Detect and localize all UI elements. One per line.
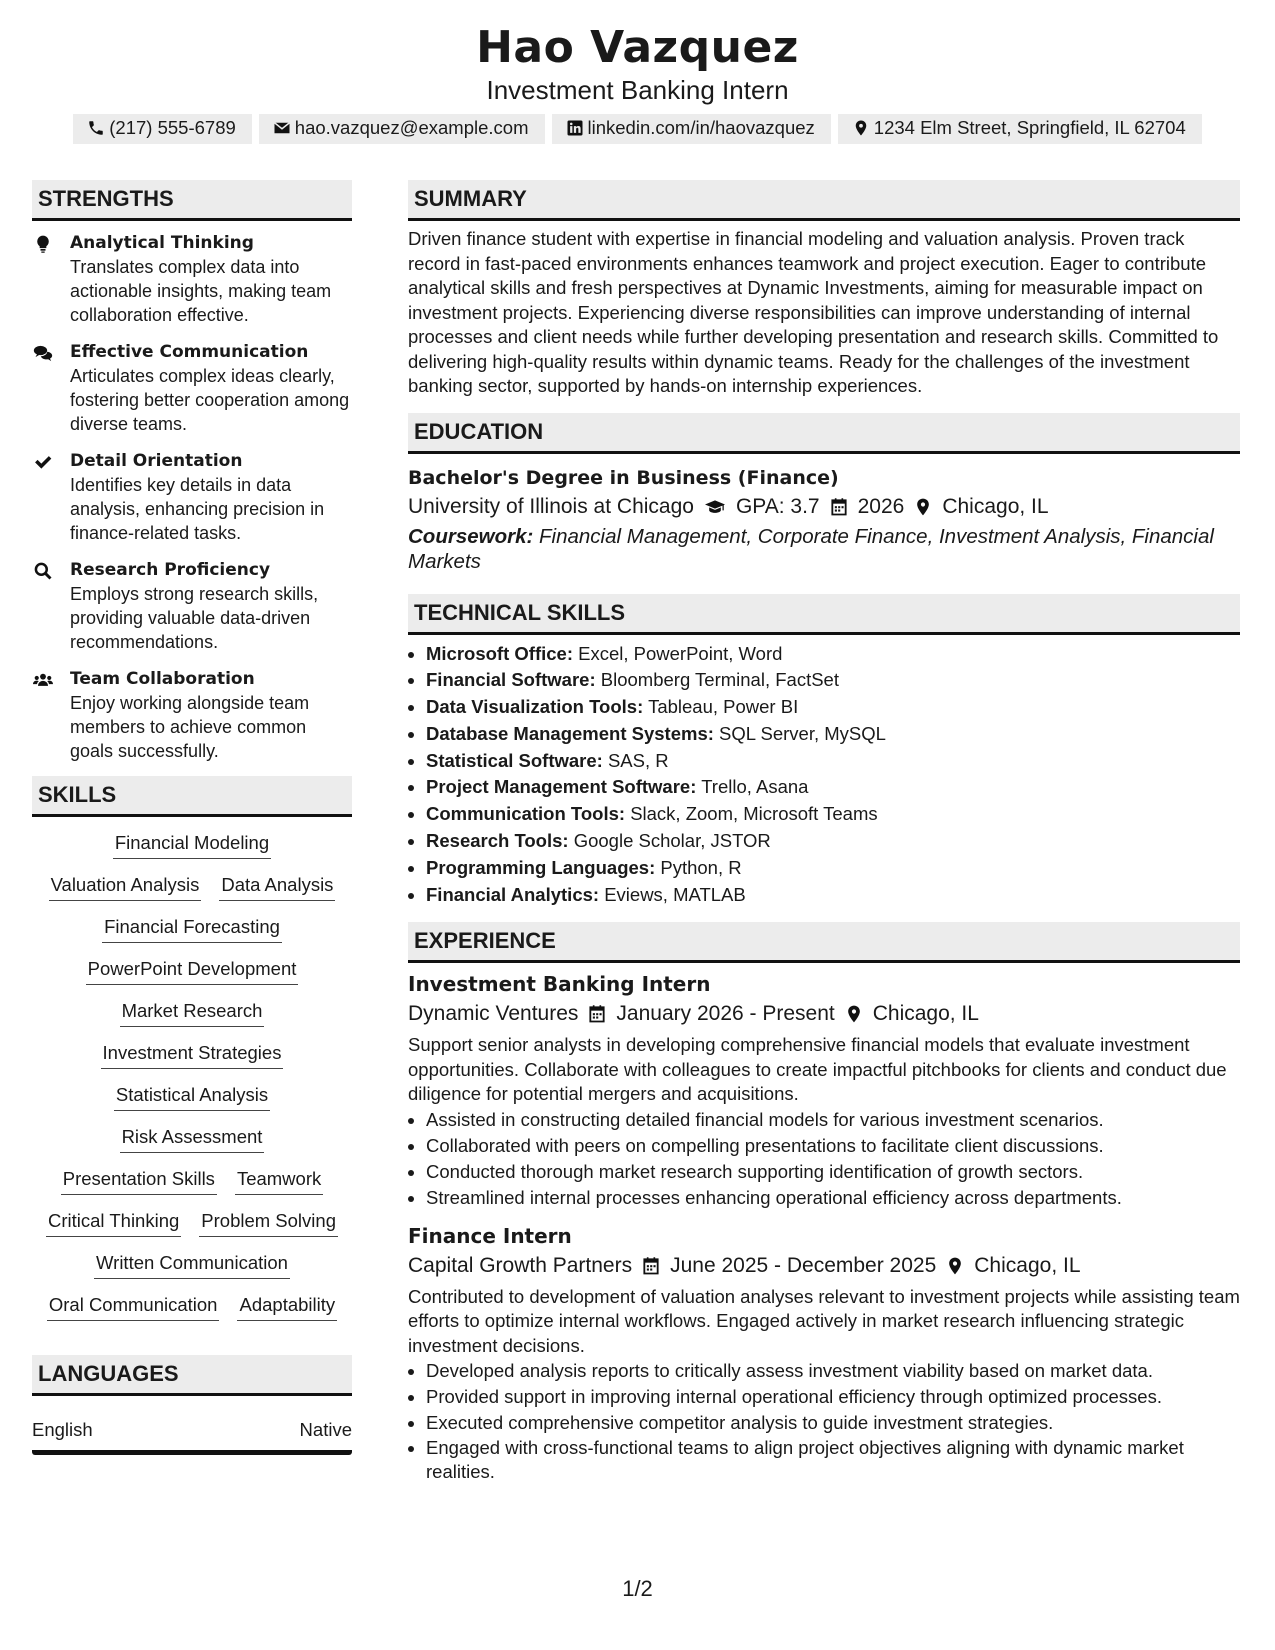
strength-title: Effective Communication [70, 342, 309, 362]
envelope-icon [273, 119, 291, 137]
tech-skill-value: Tableau, Power BI [648, 696, 799, 718]
tech-skill-value: Trello, Asana [701, 776, 809, 798]
job-entry [408, 1221, 1240, 1485]
tech-skill-value: Eviews, MATLAB [604, 883, 746, 905]
list-item [426, 882, 1240, 909]
strength-title: Team Collaboration [70, 669, 255, 689]
coursework-list: Financial Management, Corporate Finance, Investment Analysis, Financial Markets [408, 524, 1214, 573]
contact-address-text: 1234 Elm Street, Springfield, IL 62704 [873, 117, 1186, 138]
job-entry [408, 969, 1240, 1211]
list-item: • Assisted in constructing detailed financial models for various investment scenarios. [426, 1107, 1240, 1133]
list-item [426, 641, 1240, 668]
job-dates: January 2026 - Present [616, 1002, 835, 1026]
job-dates: June 2025 - December 2025 [670, 1253, 937, 1277]
job-location: Chicago, IL [974, 1253, 1081, 1277]
skill-tag: Written Communication [94, 1251, 290, 1279]
contact-linkedin[interactable] [552, 114, 831, 144]
languages-heading: LANGUAGES [32, 1355, 352, 1396]
tech-skill-label: Database Management Systems: [426, 722, 714, 744]
list-item [426, 748, 1240, 775]
contact-bar [0, 114, 1275, 144]
skill-tag: Adaptability [237, 1293, 337, 1321]
tech-skill-value: SAS, R [607, 749, 669, 771]
skill-tag: Financial Forecasting [102, 915, 282, 943]
strength-title: Detail Orientation [70, 451, 243, 471]
list-item [426, 721, 1240, 748]
list-item: • Provided support in improving internal operational efficiency through optimized processes. [426, 1384, 1240, 1410]
list-item: • Executed comprehensive competitor analysis to guide investment strategies. [426, 1410, 1240, 1436]
contact-email-text: hao.vazquez@example.com [294, 117, 529, 138]
language-item [32, 1418, 352, 1455]
job-location: Chicago, IL [872, 1002, 979, 1026]
candidate-title: Investment Banking Intern [486, 75, 789, 105]
education-heading: EDUCATION [408, 413, 1240, 454]
strength-title: Analytical Thinking [70, 233, 254, 253]
skill-tag: Teamwork [235, 1167, 323, 1195]
strength-desc: Employs strong research skills, providing valuable data-driven recommendations. [70, 584, 319, 652]
left-column [32, 180, 352, 1455]
strength-desc: Enjoy working alongside team members to achieve common goals successfully. [70, 693, 310, 761]
contact-email[interactable] [259, 114, 545, 144]
tech-skill-value: Bloomberg Terminal, FactSet [600, 669, 839, 691]
map-pin-icon [852, 119, 870, 137]
contact-address[interactable] [838, 114, 1202, 144]
company-name: Capital Growth Partners [408, 1253, 633, 1277]
users-icon [32, 670, 54, 690]
strength-item [32, 449, 352, 545]
skill-tag: Problem Solving [199, 1209, 338, 1237]
tech-skill-value: Google Scholar, JSTOR [573, 830, 771, 852]
list-item: • Streamlined internal processes enhancing operational efficiency across departments. [426, 1185, 1240, 1211]
calendar-icon [586, 1004, 608, 1024]
skill-tag: Oral Communication [47, 1293, 220, 1321]
list-item [426, 667, 1240, 694]
skills-list [32, 831, 352, 1321]
lightbulb-icon [32, 234, 54, 254]
degree-title: Bachelor's Degree in Business (Finance) [408, 466, 839, 489]
strength-desc: Translates complex data into actionable insights, making team collaboration effective. [70, 257, 332, 325]
strengths-list [32, 231, 352, 763]
education-location: Chicago, IL [942, 494, 1049, 518]
job-meta [408, 1251, 1240, 1281]
company-name: Dynamic Ventures [408, 1002, 579, 1026]
resume-header [0, 22, 1275, 144]
coursework [408, 524, 1240, 574]
list-item: • Developed analysis reports to critically assess investment viability based on market data. [426, 1358, 1240, 1384]
list-item [426, 774, 1240, 801]
skill-tag: Investment Strategies [101, 1041, 284, 1069]
experience-heading: EXPERIENCE [408, 922, 1240, 963]
strength-item [32, 667, 352, 763]
checkmark-icon [32, 452, 54, 472]
strength-desc: Articulates complex ideas clearly, fostering better cooperation among diverse teams. [70, 366, 350, 434]
skill-tag: Market Research [120, 999, 265, 1027]
tech-skill-label: Project Management Software: [426, 776, 697, 798]
skill-tag: Statistical Analysis [114, 1083, 270, 1111]
technical-skills-list [408, 641, 1240, 909]
list-item: • Engaged with cross-functional teams to align project objectives aligning with dynamic market realities. [426, 1436, 1240, 1484]
map-pin-icon [912, 497, 934, 517]
skill-tag: Risk Assessment [120, 1125, 265, 1153]
skill-tag: Critical Thinking [46, 1209, 181, 1237]
page-number: 1/2 [622, 1576, 653, 1601]
coursework-label: Coursework: [408, 524, 534, 548]
tech-skill-label: Data Visualization Tools: [426, 696, 644, 718]
job-title: Finance Intern [408, 1223, 572, 1248]
right-column [408, 180, 1240, 1484]
tech-skill-value: Slack, Zoom, Microsoft Teams [630, 803, 878, 825]
contact-phone[interactable] [73, 114, 252, 144]
skill-tag: PowerPoint Development [86, 957, 299, 985]
strength-title: Research Proficiency [70, 560, 271, 580]
technical-skills-heading: TECHNICAL SKILLS [408, 594, 1240, 635]
calendar-icon [828, 497, 850, 517]
graduation-year: 2026 [857, 494, 905, 518]
tech-skill-label: Microsoft Office: [426, 642, 573, 664]
map-pin-icon [843, 1004, 865, 1024]
tech-skill-label: Research Tools: [426, 830, 569, 852]
list-item: • Conducted thorough market research supporting identification of growth sectors. [426, 1159, 1240, 1185]
gpa: GPA: 3.7 [735, 494, 820, 518]
strengths-heading: STRENGTHS [32, 180, 352, 221]
strength-item [32, 340, 352, 436]
job-bullets [408, 1358, 1240, 1484]
graduation-cap-icon [702, 497, 728, 517]
school-name: University of Illinois at Chicago [408, 494, 694, 518]
contact-phone-text: (217) 555-6789 [109, 117, 236, 138]
list-item [426, 694, 1240, 721]
language-level: Native [299, 1419, 352, 1440]
list-item: • Collaborated with peers on compelling presentations to facilitate client discussions. [426, 1133, 1240, 1159]
job-description: Contributed to development of valuation analyses relevant to investment projects while assisting team efforts to optimize internal workflows. Engaged actively in market research influencing strategic investment decisions. [408, 1285, 1240, 1356]
tech-skill-label: Statistical Software: [426, 749, 603, 771]
list-item [426, 828, 1240, 855]
search-icon [32, 561, 54, 581]
tech-skill-label: Financial Analytics: [426, 883, 600, 905]
summary-text: Driven finance student with expertise in financial modeling and valuation analysis. Proven track record in fast-paced environments enhances teamwork and project execution. Eager to contribute analytical skills and fresh perspectives at Dynamic Investments, aiming for measurable impact on investment projects. Experiencing diverse responsibilities can improve understanding of internal processes and client needs while further developing presentation and research skills. Committed to delivering high-quality results within dynamic teams. Ready for the challenges of the investment banking sector, supported by hands-on internship experiences. [408, 228, 1219, 396]
job-title: Investment Banking Intern [408, 972, 711, 997]
tech-skill-label: Communication Tools: [426, 803, 626, 825]
strength-desc: Identifies key details in data analysis, enhancing precision in finance-related tasks. [70, 475, 325, 543]
tech-skill-value: Excel, PowerPoint, Word [578, 642, 783, 664]
comments-icon [32, 343, 54, 363]
summary-heading: SUMMARY [408, 180, 1240, 221]
map-pin-icon [944, 1256, 966, 1276]
job-bullets [408, 1107, 1240, 1211]
list-item [426, 855, 1240, 882]
strength-item [32, 558, 352, 654]
contact-linkedin-text: linkedin.com/in/haovazquez [587, 117, 815, 138]
job-meta [408, 999, 1240, 1029]
skill-tag: Valuation Analysis [49, 873, 202, 901]
calendar-icon [640, 1256, 662, 1276]
tech-skill-value: SQL Server, MySQL [719, 722, 886, 744]
tech-skill-label: Financial Software: [426, 669, 596, 691]
phone-icon [87, 119, 105, 137]
skill-tag: Presentation Skills [61, 1167, 217, 1195]
tech-skill-label: Programming Languages: [426, 856, 656, 878]
skill-tag: Financial Modeling [113, 831, 271, 859]
job-description: Support senior analysts in developing comprehensive financial models that evaluate investment opportunities. Collaborate with colleagues to create impactful pitchbooks for clients and conduct due diligence for potential mergers and acquisitions. [408, 1034, 1227, 1105]
strength-item [32, 231, 352, 327]
skills-heading: SKILLS [32, 776, 352, 817]
skill-tag: Data Analysis [219, 873, 335, 901]
tech-skill-value: Python, R [660, 856, 742, 878]
language-name: English [32, 1419, 93, 1440]
list-item [426, 801, 1240, 828]
candidate-name: Hao Vazquez [476, 22, 799, 73]
education-meta [408, 492, 1240, 522]
linkedin-icon [566, 119, 584, 137]
